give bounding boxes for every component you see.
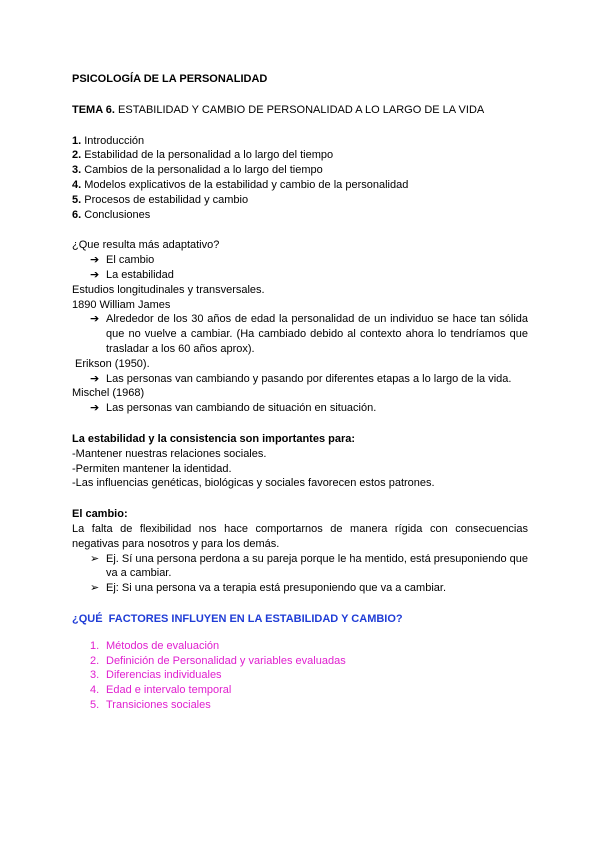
james-reference: 1890 William James [72,298,171,311]
change-paragraph: La falta de flexibilidad nos hace comportarnos de manera rígida con consecuencias negativas para nosotros y para los demás. [72,522,528,550]
toc-item [72,193,528,208]
james-note-text: Alrededor de los 30 años de edad la personalidad de un individuo se hace tan sólida que no vuelve a cambiar. (Ha cambiado debido al contexto ahora lo tendríamos que trasladar a los 60 años aprox). [106,313,528,355]
factor-number: 5. [90,698,100,711]
mischel-reference: Mischel (1968) [72,387,145,400]
james-note [72,312,528,356]
factor-item [72,668,528,683]
change-example [72,552,528,582]
change-example-text: Ej. Sí una persona perdona a su pareja porque le ha mentido, está presuponiendo que va a cambiar. [106,552,528,580]
topic-heading [72,103,528,118]
toc-text: Introducción [81,134,145,147]
factor-item [72,683,528,698]
studies-line: Estudios longitudinales y transversales. [72,283,265,296]
factor-item [72,639,528,654]
factor-text: Edad e intervalo temporal [106,684,232,697]
arrow-icon: ➔ [90,313,100,326]
toc-number: 3. [72,164,82,177]
change-heading: El cambio: [72,508,128,521]
stability-list [72,447,528,491]
toc-text: Cambios de la personalidad a lo largo del tiempo [81,164,323,177]
factors-list [72,639,528,713]
mischel-note [72,401,528,416]
stability-item: -Permiten mantener la identidad. [72,462,232,475]
factor-text: Definición de Personalidad y variables evaluadas [106,654,346,667]
toc-item [72,178,528,193]
option-text: El cambio [106,254,155,267]
document-page [72,72,528,713]
option-item [72,253,528,268]
erikson-note-text: Las personas van cambiando y pasando por diferentes etapas a lo largo de la vida. [106,372,512,385]
toc-item [72,208,528,223]
arrow-icon: ➔ [90,402,100,415]
topic-text: ESTABILIDAD Y CAMBIO DE PERSONALIDAD A LO LARGO DE LA VIDA [115,103,485,116]
toc-text: Estabilidad de la personalidad a lo largo del tiempo [81,149,334,162]
erikson-note [72,372,528,387]
stability-item: -Las influencias genéticas, biológicas y sociales favorecen estos patrones. [72,477,435,490]
toc-number: 6. [72,208,82,221]
toc-item [72,134,528,149]
toc-number: 5. [72,193,82,206]
triangle-bullet-icon: ➢ [90,552,100,565]
factors-heading: ¿QUÉ FACTORES INFLUYEN EN LA ESTABILIDAD Y CAMBIO? [72,612,403,625]
toc-text: Procesos de estabilidad y cambio [81,193,249,206]
factor-item [72,654,528,669]
adaptive-question: ¿Que resulta más adaptativo? [72,239,220,252]
stability-item: -Mantener nuestras relaciones sociales. [72,447,267,460]
stability-heading: La estabilidad y la consistencia son importantes para: [72,432,356,445]
factor-number: 1. [90,639,100,652]
option-item [72,268,528,283]
triangle-bullet-icon: ➢ [90,582,100,595]
factor-text: Transiciones sociales [106,698,211,711]
toc-item [72,163,528,178]
toc-text: Conclusiones [81,208,151,221]
toc-text: Modelos explicativos de la estabilidad y cambio de la personalidad [81,178,409,191]
factor-number: 2. [90,654,100,667]
change-example [72,581,528,596]
factor-item [72,698,528,713]
adaptive-section [72,238,528,416]
topic-label: TEMA 6. [72,103,115,116]
arrow-icon: ➔ [90,268,100,281]
factor-text: Diferencias individuales [106,669,222,682]
toc-number: 4. [72,178,82,191]
factor-text: Métodos de evaluación [106,639,220,652]
factor-number: 3. [90,669,100,682]
toc-number: 1. [72,134,82,147]
arrow-icon: ➔ [90,254,100,267]
arrow-icon: ➔ [90,372,100,385]
mischel-note-text: Las personas van cambiando de situación en situación. [106,402,377,415]
option-text: La estabilidad [106,268,174,281]
factor-number: 4. [90,684,100,697]
toc-item [72,148,528,163]
document-title: PSICOLOGÍA DE LA PERSONALIDAD [72,73,268,85]
erikson-reference: Erikson (1950). [72,357,150,370]
toc-number: 2. [72,149,82,162]
change-example-text: Ej: Si una persona va a terapia está presuponiendo que va a cambiar. [106,582,447,595]
table-of-contents [72,134,528,223]
